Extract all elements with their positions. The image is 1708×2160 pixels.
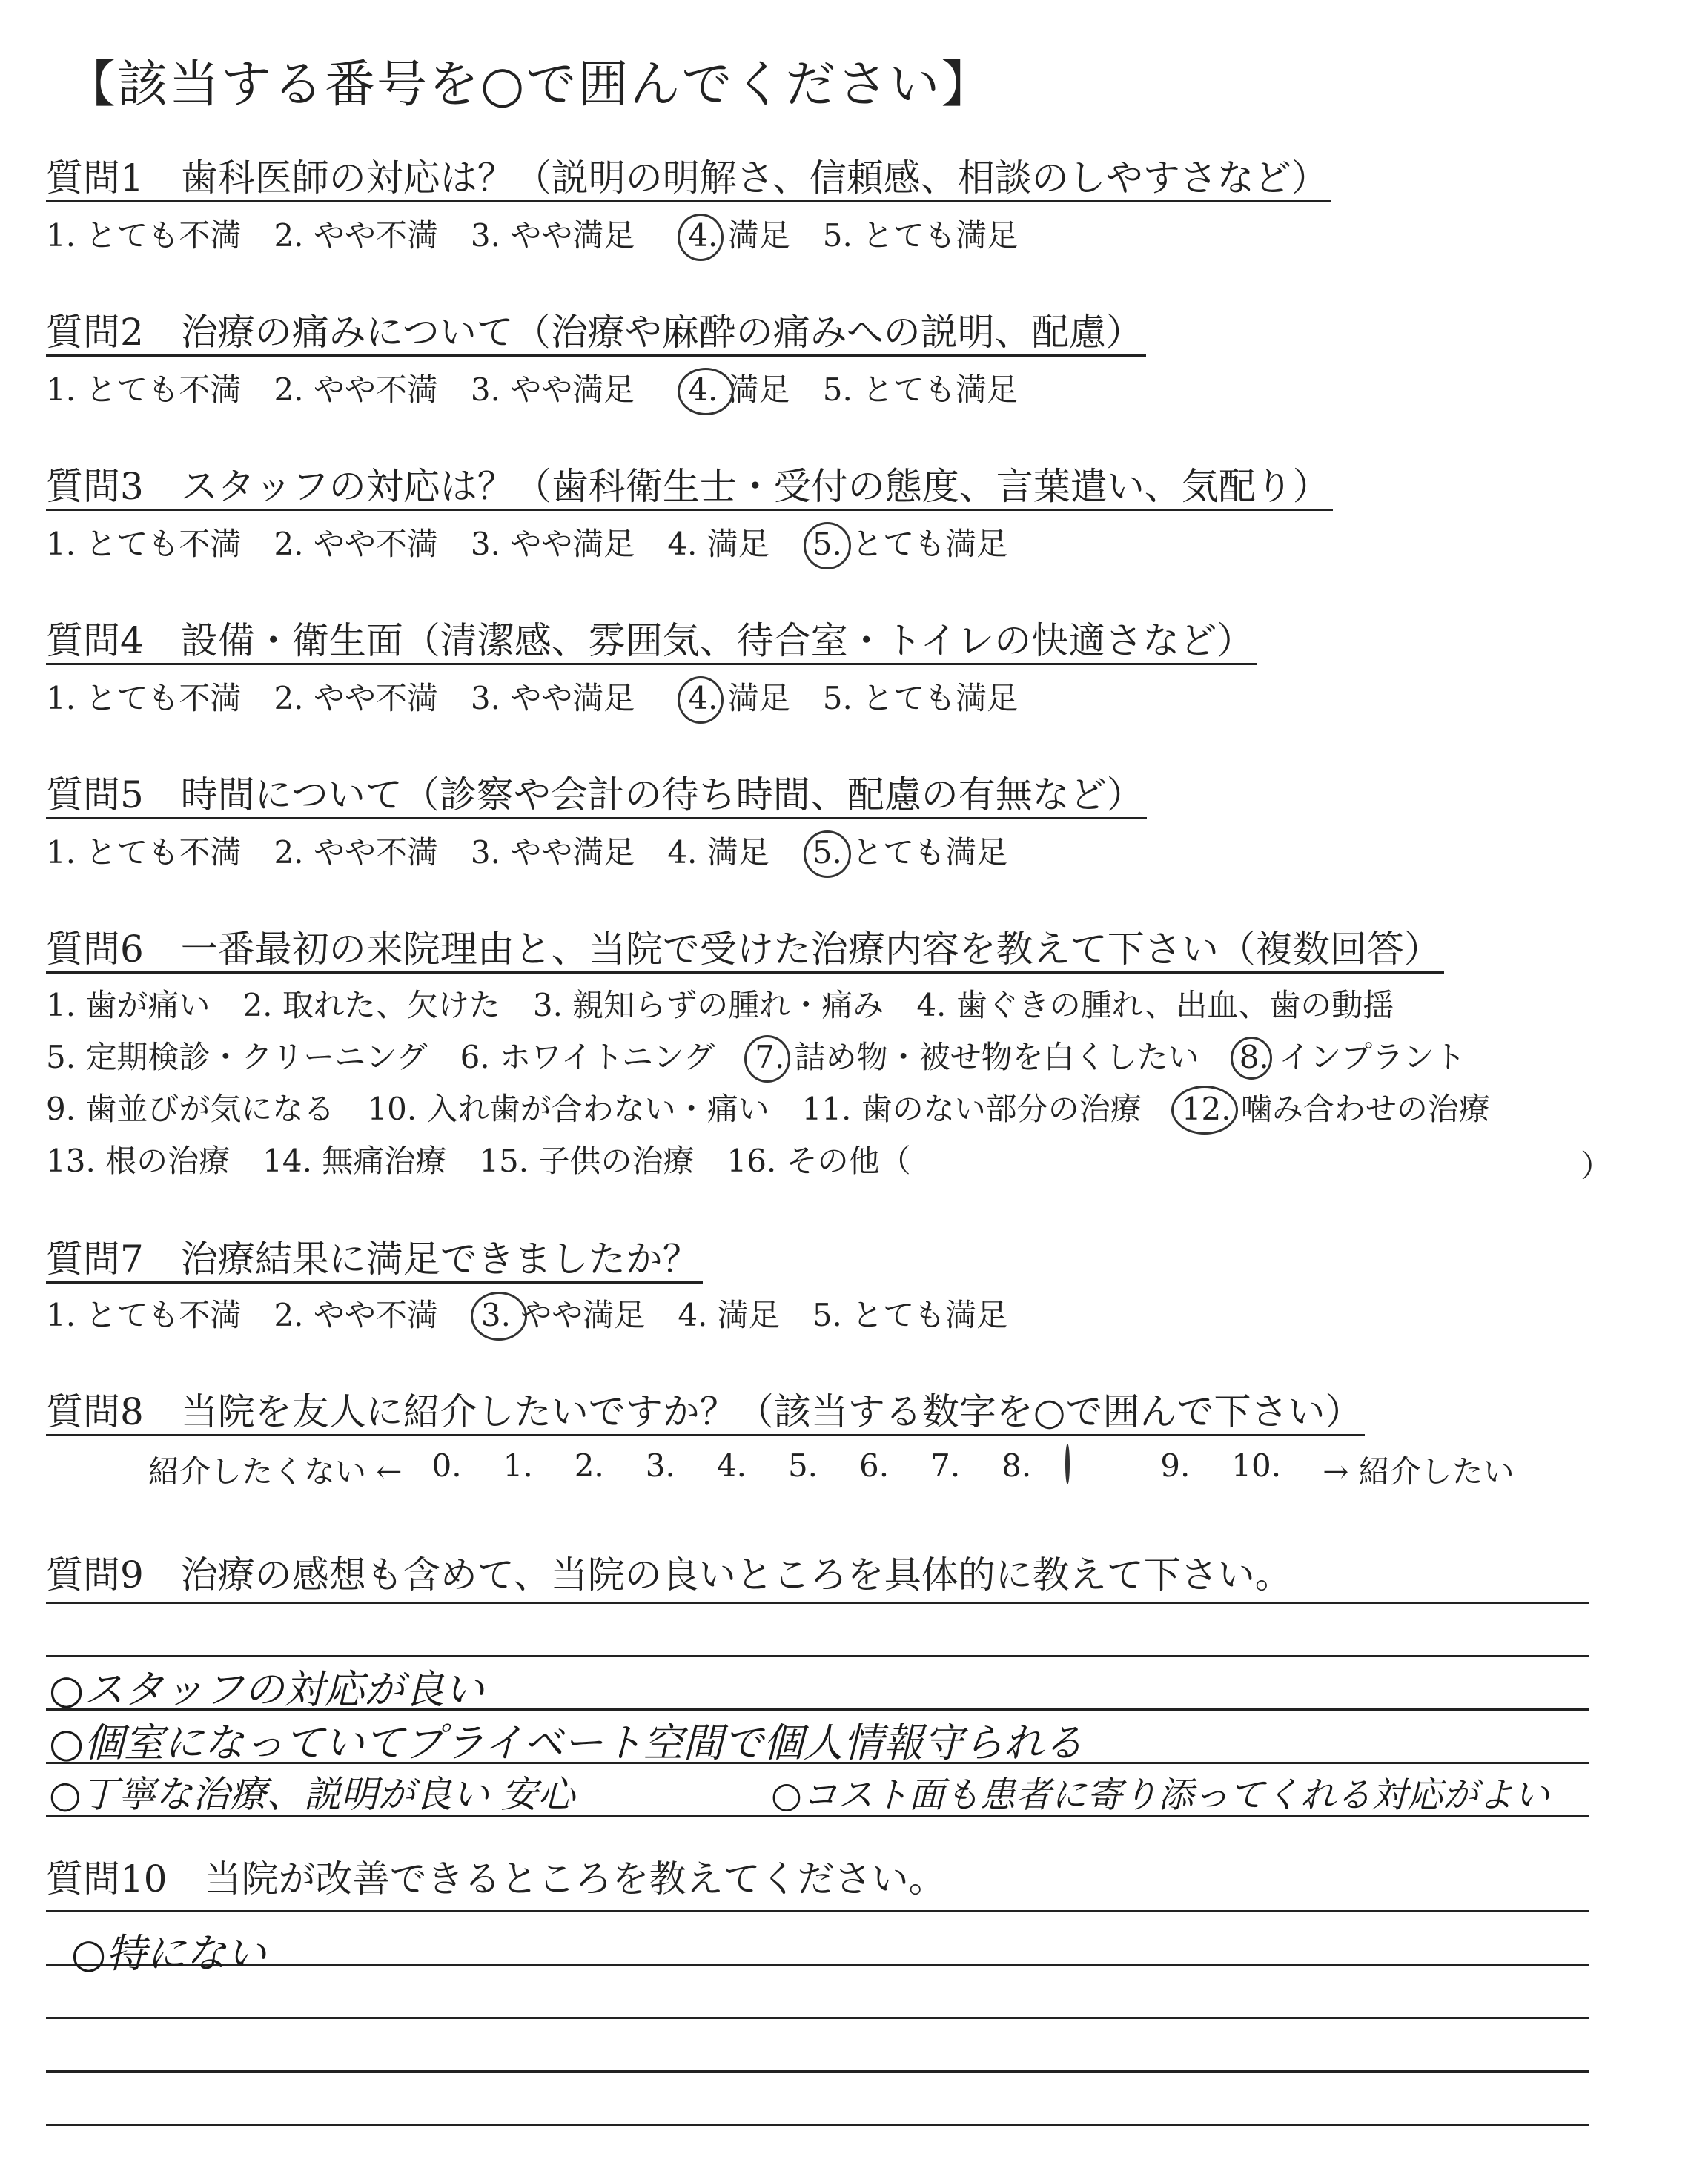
q4-option-4[interactable]: 4. 満足	[688, 679, 790, 718]
q9-answer-2[interactable]: ○個室になっていてプライベート空間で個人情報守られる	[49, 1720, 1084, 1766]
q6-option-14[interactable]: 14. 無痛治療	[262, 1143, 447, 1179]
q6-row-3	[46, 1090, 1523, 1129]
q3-option-2[interactable]: 2. やや不満	[274, 526, 438, 562]
q3-title: 質問3 スタッフの対応は？（歯科衛生士・受付の態度、言葉遣い、気配り）	[46, 464, 1333, 511]
q7-selection-circle	[471, 1292, 527, 1341]
q3-selection-circle	[804, 522, 851, 569]
q7-option-1[interactable]: 1. とても不満	[46, 1297, 242, 1333]
q4-selection-circle	[678, 676, 724, 724]
q6-option-2[interactable]: 2. 取れた、欠けた	[242, 987, 500, 1023]
q1-option-5[interactable]: 5. とても満足	[822, 217, 1019, 254]
q4-title: 質問4 設備・衛生面（清潔感、雰囲気、待合室・トイレの快適さなど）	[46, 618, 1257, 665]
q2-option-2[interactable]: 2. やや不満	[274, 371, 438, 408]
q5-options	[46, 833, 1040, 872]
q8-scale-3[interactable]: 3.	[645, 1447, 675, 1484]
q6-option-1[interactable]: 1. 歯が痛い	[46, 987, 211, 1023]
q1-options	[46, 217, 1050, 255]
q9-writing-line	[46, 1655, 1589, 1657]
q9-title: 質問9 治療の感想も含めて、当院の良いところを具体的に教えて下さい。	[46, 1553, 1292, 1596]
q2-options	[46, 371, 1050, 409]
q1-option-3[interactable]: 3. やや満足	[470, 217, 635, 254]
q8-right-label: → 紹介したい	[1323, 1453, 1515, 1490]
q10-writing-line	[46, 2017, 1589, 2019]
q1-option-2[interactable]: 2. やや不満	[274, 217, 438, 254]
q8-scale-0[interactable]: 0.	[431, 1447, 462, 1484]
q1-option-4[interactable]: 4. 満足	[688, 217, 790, 255]
q7-option-4[interactable]: 4. 満足	[678, 1297, 780, 1333]
page-header: 【該当する番号を○で囲んでください】	[65, 56, 993, 114]
q10-writing-line	[46, 1964, 1589, 1966]
q8-scale-2[interactable]: 2.	[574, 1447, 604, 1484]
q8-selection-circle	[1065, 1444, 1070, 1484]
q6-option-10[interactable]: 10. 入れ歯が合わない・痛い	[367, 1091, 769, 1127]
q9-answer-1[interactable]: ○スタッフの対応が良い	[49, 1666, 485, 1713]
q6-option-8[interactable]: 8. インプラント	[1239, 1038, 1466, 1077]
q4-option-5[interactable]: 5. とても満足	[822, 680, 1019, 716]
q5-option-4[interactable]: 4. 満足	[667, 834, 769, 871]
q3-option-5[interactable]: 5. とても満足	[812, 525, 1007, 564]
q5-title: 質問5 時間について（診察や会計の待ち時間、配慮の有無など）	[46, 773, 1147, 819]
q6-option-12[interactable]: 12. 噛み合わせの治療	[1182, 1090, 1490, 1129]
q8-scale-8[interactable]: 8.	[1002, 1447, 1119, 1492]
q5-option-5[interactable]: 5. とても満足	[812, 833, 1007, 872]
q6-row-4	[46, 1142, 944, 1180]
q3-options	[46, 525, 1040, 564]
q3-option-3[interactable]: 3. やや満足	[470, 526, 635, 562]
q6-option-12-circle	[1171, 1086, 1238, 1135]
q8-title: 質問8 当院を友人に紹介したいですか？（該当する数字を○で囲んで下さい）	[46, 1390, 1365, 1436]
q7-options	[46, 1296, 1040, 1335]
q3-option-4[interactable]: 4. 満足	[667, 526, 769, 562]
q7-option-2[interactable]: 2. やや不満	[274, 1297, 438, 1333]
q8-scale-6[interactable]: 6.	[859, 1447, 890, 1484]
q8-left-label: 紹介したくない ←	[148, 1453, 403, 1490]
q6-option-4[interactable]: 4. 歯ぐきの腫れ、出血、歯の動揺	[916, 987, 1394, 1023]
q9-writing-line	[46, 1602, 1589, 1604]
q8-scale-5[interactable]: 5.	[787, 1447, 818, 1484]
q8-scale-10[interactable]: 10.	[1231, 1447, 1282, 1484]
q6-row-2	[46, 1038, 1498, 1077]
q2-selection-circle	[678, 368, 734, 415]
q3-option-1[interactable]: 1. とても不満	[46, 526, 242, 562]
q6-option-13[interactable]: 13. 根の治療	[46, 1143, 231, 1179]
q2-option-1[interactable]: 1. とても不満	[46, 371, 242, 408]
q4-options	[46, 679, 1050, 718]
q1-option-1[interactable]: 1. とても不満	[46, 217, 242, 254]
q4-option-2[interactable]: 2. やや不満	[274, 680, 438, 716]
q6-title: 質問6 一番最初の来院理由と、当院で受けた治療内容を教えて下さい（複数回答）	[46, 927, 1444, 974]
q6-option-7[interactable]: 7. 詰め物・被せ物を白くしたい	[755, 1038, 1199, 1077]
q5-option-1[interactable]: 1. とても不満	[46, 834, 242, 871]
q2-option-5[interactable]: 5. とても満足	[822, 371, 1019, 408]
q4-option-3[interactable]: 3. やや満足	[470, 680, 635, 716]
q6-option-5[interactable]: 5. 定期検診・クリーニング	[46, 1039, 428, 1075]
q8-scale-9[interactable]: 9.	[1160, 1447, 1191, 1484]
q10-answer-1[interactable]: ○特にない	[71, 1930, 267, 1977]
q2-option-3[interactable]: 3. やや満足	[470, 371, 635, 408]
q7-title: 質問7 治療結果に満足できましたか？	[46, 1237, 703, 1284]
q9-answer-4[interactable]: ○コスト面も患者に寄り添ってくれる対応がよい	[771, 1774, 1549, 1816]
q6-close-paren: ）	[1580, 1148, 1612, 1184]
q5-option-3[interactable]: 3. やや満足	[470, 834, 635, 871]
q10-writing-line	[46, 2070, 1589, 2073]
q5-selection-circle	[804, 830, 851, 878]
q5-option-2[interactable]: 2. やや不満	[274, 834, 438, 871]
q1-title: 質問1 歯科医師の対応は？（説明の明解さ、信頼感、相談のしやすさなど）	[46, 156, 1331, 202]
q6-option-7-circle	[744, 1035, 790, 1083]
q2-option-4[interactable]: 4. 満足	[688, 371, 790, 409]
q10-writing-line	[46, 1910, 1589, 1912]
q10-writing-line	[46, 2124, 1589, 2126]
q6-row-1	[46, 986, 1426, 1025]
q8-scale-1[interactable]: 1.	[503, 1447, 533, 1484]
q6-option-15[interactable]: 15. 子供の治療	[479, 1143, 695, 1179]
q10-title: 質問10 当院が改善できるところを教えてください。	[46, 1857, 946, 1900]
q8-scale-7[interactable]: 7.	[930, 1447, 961, 1484]
q7-option-5[interactable]: 5. とても満足	[812, 1297, 1008, 1333]
q7-option-3[interactable]: 3. やや満足	[481, 1296, 645, 1335]
q8-scale-4[interactable]: 4.	[716, 1447, 747, 1484]
q6-option-3[interactable]: 3. 親知らずの腫れ・痛み	[532, 987, 884, 1023]
q4-option-1[interactable]: 1. とても不満	[46, 680, 242, 716]
q9-answer-3[interactable]: ○丁寧な治療、説明が良い 安心	[49, 1773, 575, 1816]
q6-option-11[interactable]: 11. 歯のない部分の治療	[801, 1091, 1142, 1127]
q1-selection-circle	[678, 214, 724, 261]
q6-option-9[interactable]: 9. 歯並びが気になる	[46, 1091, 335, 1127]
q6-option-8-circle	[1231, 1037, 1272, 1080]
q6-option-6[interactable]: 6. ホワイトニング	[460, 1039, 715, 1075]
q8-scale	[148, 1447, 1556, 1492]
q6-option-16[interactable]: 16. その他（	[726, 1143, 911, 1179]
q2-title: 質問2 治療の痛みについて（治療や麻酔の痛みへの説明、配慮）	[46, 310, 1146, 357]
